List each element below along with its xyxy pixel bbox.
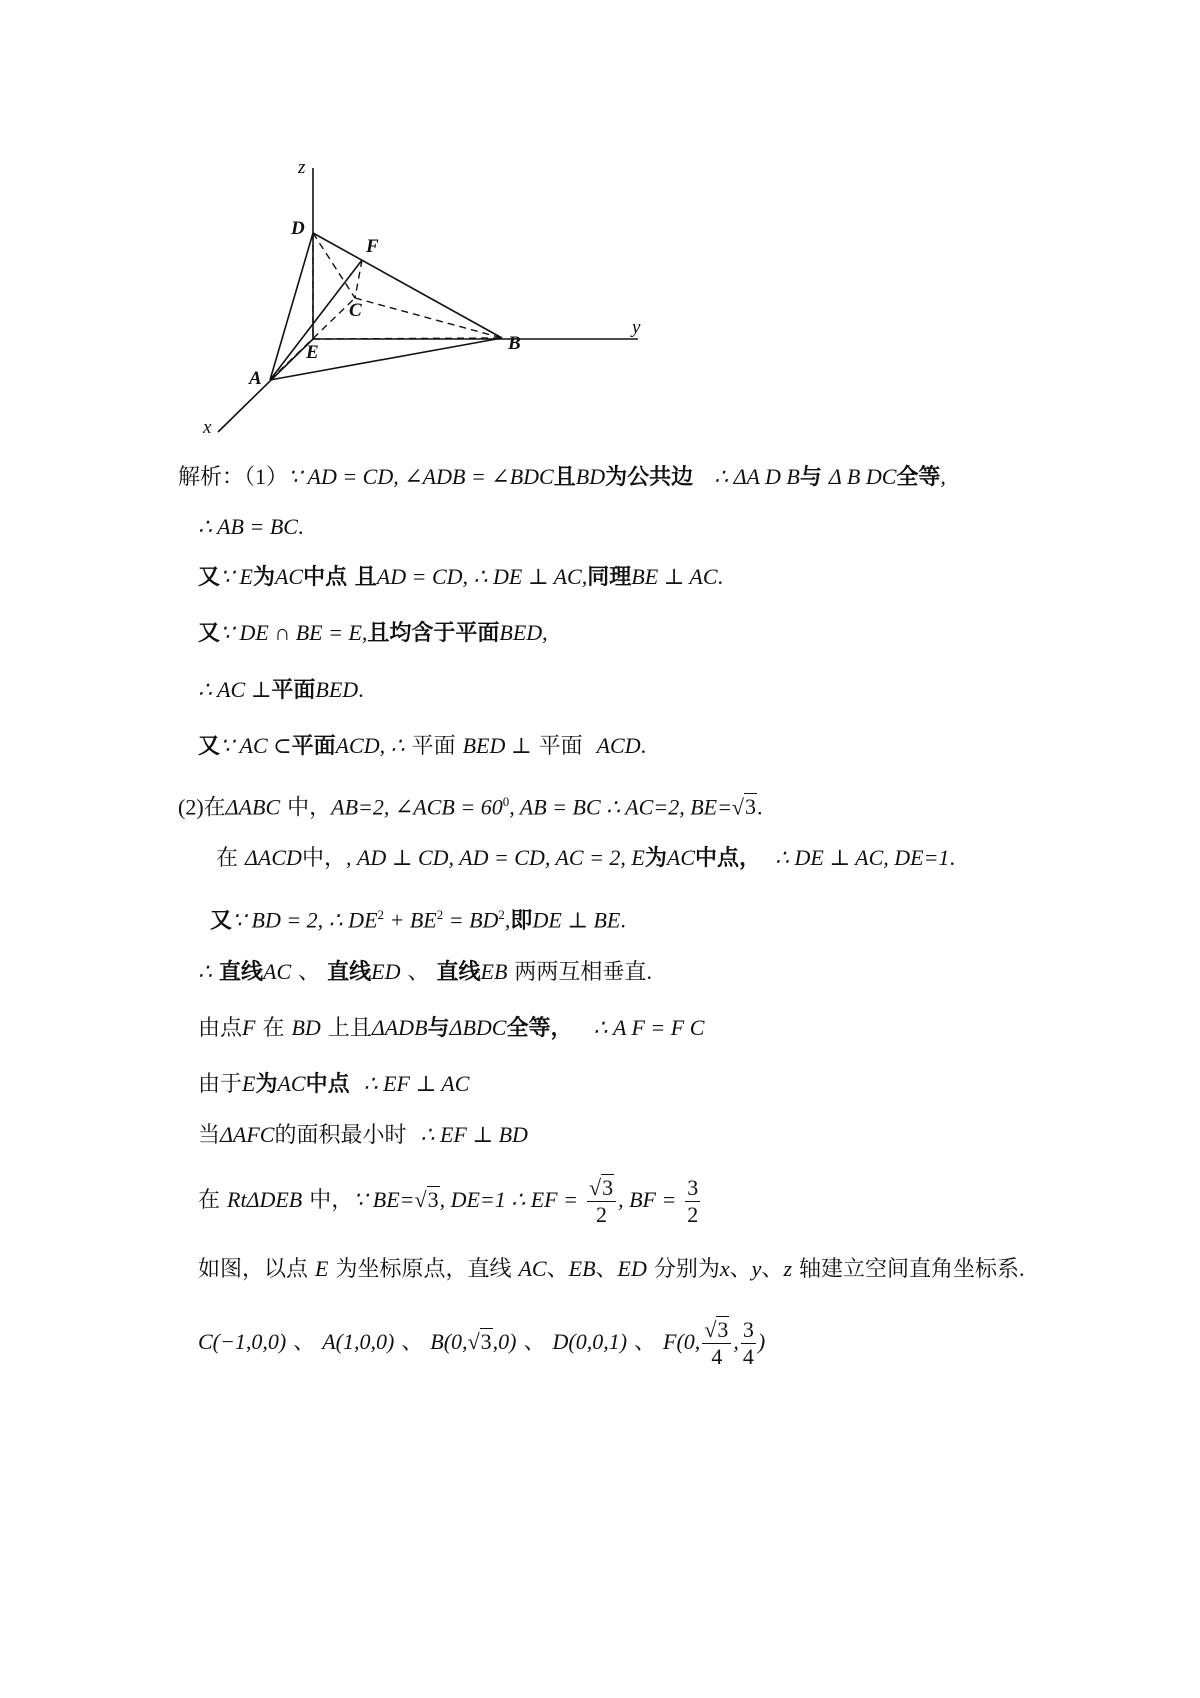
sqrt-radicand: 3 (427, 1187, 439, 1212)
text: 直线 (436, 960, 481, 985)
coordinate-C: C(−1,0,0) (198, 1329, 287, 1354)
math: F (242, 1015, 256, 1040)
solution-line-7 (178, 787, 763, 823)
punct: . (757, 794, 763, 820)
dashed-DC (313, 233, 355, 298)
separator: 、 (761, 1256, 784, 1281)
fraction-BF (685, 1175, 700, 1228)
punct: . (646, 959, 652, 984)
math: E (315, 1256, 329, 1281)
math: BED ⊥ (462, 733, 532, 758)
text: 当 (198, 1122, 221, 1147)
math: BD (291, 1015, 321, 1040)
text: 平面 (538, 733, 583, 758)
solution-line-1 (178, 462, 946, 493)
point-label-A: A (249, 368, 262, 389)
point-label-E: E (306, 342, 319, 363)
text: 且 (553, 465, 576, 490)
text: 两两互相垂直 (514, 959, 647, 984)
math: E (242, 1071, 256, 1096)
math: ∵ BE= (353, 1187, 415, 1212)
solution-line-5 (198, 675, 364, 706)
text: 中， (287, 794, 332, 820)
solution-line-8 (216, 843, 955, 874)
math: ∴ (198, 959, 212, 984)
math: ∵ BD = 2, ∴ DE (232, 907, 378, 933)
math: AC (277, 1071, 306, 1096)
math: AC (666, 845, 696, 870)
fraction-denominator: 4 (711, 1343, 723, 1369)
math: ΔBDC (449, 1015, 507, 1040)
text: 为 (644, 846, 667, 871)
sqrt-radicand: 3 (745, 794, 756, 820)
math: z (783, 1256, 792, 1281)
punct: . (640, 733, 647, 758)
punct: . (358, 677, 364, 702)
coordinate-D: D(0,0,1) (552, 1329, 628, 1354)
math-superscript: 2 (498, 907, 505, 922)
math: ACD (596, 733, 641, 758)
math: BED (499, 620, 543, 645)
text: 即 (510, 908, 533, 934)
point-label-F: F (366, 236, 379, 257)
math: ∴ AC ⊥ (198, 677, 272, 702)
math-superscript: 2 (436, 907, 444, 922)
math: ΔACD (245, 845, 302, 870)
solution-line-12 (198, 1069, 469, 1100)
text: 中点 且 (303, 565, 377, 590)
math: Δ B D (828, 464, 882, 489)
text: 为 (252, 565, 275, 590)
math: RtΔDEB (227, 1187, 303, 1212)
fraction-Fz (741, 1317, 756, 1370)
solution-heading: 解析：（1） (178, 464, 289, 489)
text: (2)在 (178, 794, 226, 820)
text: 平面 (291, 734, 336, 759)
text: 平面 (271, 678, 316, 703)
sqrt-radicand: 3 (602, 1174, 614, 1200)
math: AC (274, 564, 304, 589)
math: ∴ A F = F C (593, 1015, 705, 1040)
math: , AB = BC ∴ AC=2, BE= (509, 794, 732, 820)
text: 且均含于平面 (367, 621, 500, 646)
math: ΔABC (225, 794, 281, 820)
punct: . (620, 907, 626, 933)
separator: 、 (634, 1329, 657, 1354)
text: 与 (799, 465, 822, 490)
text: 中， (309, 1187, 354, 1212)
solution-line-11 (198, 1013, 704, 1044)
math: ∴ EF ⊥ AC (363, 1071, 470, 1096)
fraction-numerator: √3 (702, 1317, 731, 1344)
math: = BD (443, 907, 499, 933)
fraction-numerator: 3 (742, 1316, 754, 1342)
coordinate-B-start: B(0, (430, 1329, 468, 1354)
z-axis-label: z (298, 157, 306, 178)
coordinate-A: A(1,0,0) (322, 1329, 395, 1354)
separator: 、 (546, 1256, 569, 1281)
solution-line-14 (198, 1170, 702, 1231)
text: 同理 (587, 565, 632, 590)
text: 在 (198, 1187, 221, 1212)
text: 在 (216, 845, 239, 870)
math: + BE (384, 907, 437, 933)
text: 由于 (198, 1071, 243, 1096)
text: 又 (198, 734, 221, 759)
separator: 、 (523, 1329, 546, 1354)
math: x (719, 1256, 730, 1281)
text: 分别为 (653, 1256, 720, 1281)
math: BD (575, 464, 606, 489)
text: 的面积最小时 (274, 1122, 407, 1147)
text: 上且 (327, 1015, 372, 1040)
math: ∴ ΔA D B (714, 464, 800, 489)
solution-line-4 (198, 618, 548, 649)
solution-line-16 (198, 1312, 765, 1373)
math-superscript: 2 (377, 907, 385, 922)
math: EB (480, 959, 508, 984)
text: 在 (262, 1015, 285, 1040)
math: EB (568, 1256, 596, 1281)
text: 与 (427, 1016, 450, 1041)
math: ACD, ∴ (335, 733, 405, 758)
coordinate-B-end: ,0) (492, 1329, 517, 1354)
coordinate-F-start: F(0, (663, 1329, 701, 1354)
sqrt: √3 (414, 1187, 439, 1212)
text: 为 (255, 1072, 278, 1097)
math: AD = CD, ∴ DE ⊥ AC, (376, 564, 588, 589)
math: ED (617, 1256, 647, 1281)
math: , AD ⊥ CD, AD = CD, AC = 2, E (345, 845, 645, 870)
math: DE ⊥ BE (532, 907, 621, 933)
solution-line-9 (210, 900, 626, 936)
math: BED (315, 677, 359, 702)
edge-DB (313, 233, 502, 338)
math: BE ⊥ AC (631, 564, 718, 589)
solution-line-10 (198, 957, 652, 988)
math-superscript: 0 (502, 794, 510, 809)
math: ∵ AD = CD, ∠ADB = ∠BDC (288, 464, 554, 489)
solution-line-15 (198, 1254, 1025, 1285)
point-label-D: D (291, 218, 305, 239)
text: 中， (301, 845, 346, 870)
math: ∵ DE ∩ BE = E, (220, 620, 368, 645)
solution-line-3 (198, 562, 723, 593)
tetrahedron-figure (0, 0, 720, 470)
text: 又 (198, 621, 221, 646)
solution-line-13 (198, 1120, 528, 1151)
punct: . (949, 845, 955, 870)
fraction-EF (587, 1175, 616, 1228)
math: , (504, 907, 511, 933)
text: 又 (198, 565, 221, 590)
sqrt-radicand: 3 (717, 1316, 729, 1342)
point-label-C: C (349, 300, 362, 321)
fraction-numerator: 3 (687, 1174, 699, 1200)
text: 中点 (305, 1072, 350, 1097)
sqrt-radicand: 3 (480, 1329, 492, 1354)
text: 全等， (506, 1016, 573, 1041)
sqrt: √3 (731, 794, 756, 820)
text: 平面 (411, 733, 456, 758)
y-axis-label: y (632, 317, 641, 338)
separator: 、 (298, 959, 321, 984)
math: ∴ AB = BC (198, 514, 298, 539)
fraction-denominator: 2 (687, 1201, 699, 1227)
separator: 、 (595, 1256, 618, 1281)
edge-AB (270, 338, 502, 380)
math: ΔADB (371, 1015, 428, 1040)
punct: . (717, 564, 724, 589)
solution-line-6 (198, 731, 646, 762)
text: 为公共边 (605, 465, 694, 490)
math: AC (518, 1256, 547, 1281)
math: ∴ EF ⊥ BD (420, 1122, 528, 1147)
text: 由点 (198, 1015, 243, 1040)
math: ∴ DE ⊥ AC, DE=1 (775, 845, 950, 870)
math: , (940, 464, 946, 489)
text: 为坐标原点，直线 (335, 1256, 512, 1281)
punct: . (297, 514, 304, 539)
math: ∵ E (220, 564, 253, 589)
text: 全等 (896, 465, 941, 490)
math: ΔAFC (220, 1122, 275, 1147)
text: 如图，以点 (198, 1256, 309, 1281)
separator: 、 (293, 1329, 316, 1354)
fraction-denominator: 2 (596, 1201, 608, 1227)
punct: , (542, 620, 548, 645)
text: 中点， (695, 846, 762, 871)
text: 轴建立空间直角坐标系 (799, 1256, 1020, 1281)
separator: 、 (401, 1329, 424, 1354)
solution-line-2 (198, 512, 303, 543)
sqrt: √3 (467, 1329, 492, 1354)
punct: . (1019, 1256, 1025, 1281)
fraction-Fy (702, 1317, 731, 1370)
math: AC (263, 959, 292, 984)
x-axis-label: x (203, 417, 212, 438)
math: y (751, 1256, 762, 1281)
separator: 、 (407, 959, 430, 984)
point-label-B: B (508, 333, 521, 354)
math: ED (371, 959, 401, 984)
math: , DE=1 ∴ EF = (439, 1187, 578, 1212)
text: 直线 (327, 960, 372, 985)
text: 直线 (219, 960, 264, 985)
separator: 、 (729, 1256, 752, 1281)
fraction-denominator: 4 (742, 1343, 754, 1369)
math: C (881, 464, 897, 489)
fraction-numerator: √3 (587, 1175, 616, 1202)
math: , BF = (618, 1187, 677, 1212)
text: 又 (210, 908, 233, 934)
comma: , (733, 1329, 739, 1354)
dashed-CB (355, 298, 502, 338)
coordinate-F-end: ) (757, 1329, 766, 1354)
math: ∵ AC ⊂ (220, 733, 292, 758)
math: AB=2, ∠ACB = 60 (331, 794, 503, 820)
